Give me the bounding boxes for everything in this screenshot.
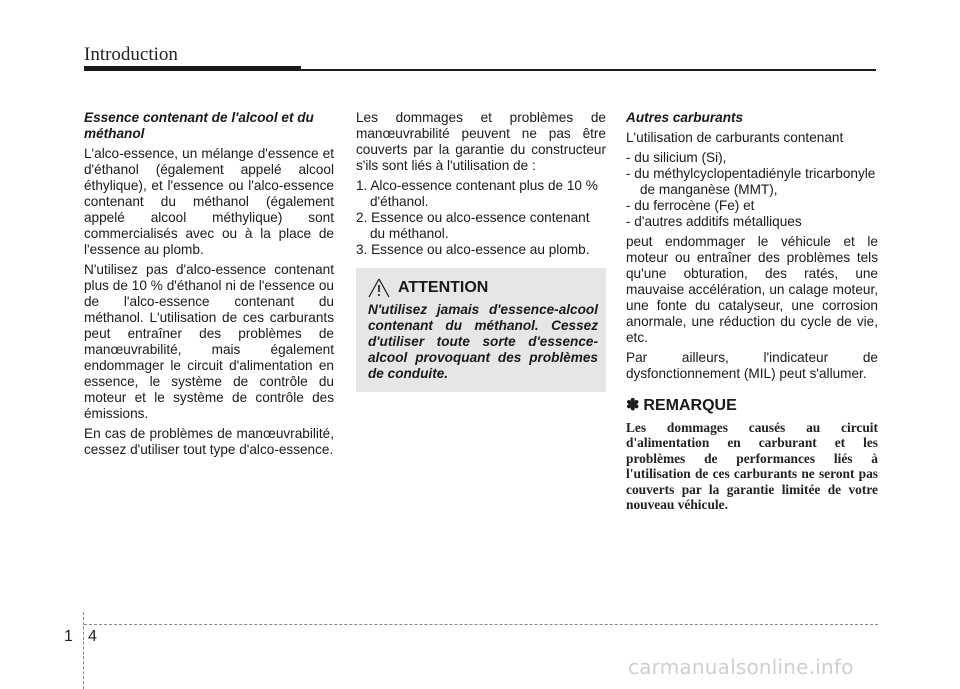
- additive-list: [626, 150, 878, 230]
- asterisk-icon: ✽: [626, 397, 640, 414]
- column-3: [626, 110, 878, 512]
- attention-text: N'utilisez jamais d'essence-alcool contenant du méthanol. Cessez d'utiliser toute sorte d'essence-alcool provoquant des problèmes de conduite.: [368, 302, 598, 381]
- paragraph: Les dommages et problèmes de manœuvrabilité peuvent ne pas être couverts par la garantie du constructeur s'ils sont liés à l'utilisation de :: [356, 110, 606, 173]
- remarque-label: REMARQUE: [643, 397, 737, 414]
- column-1: [84, 110, 334, 462]
- list-item: 3. Essence ou alco-essence au plomb.: [356, 242, 590, 257]
- attention-label: ATTENTION: [398, 279, 489, 296]
- paragraph: N'utilisez pas d'alco-essence contenant plus de 10 % d'éthanol ni de l'essence ou de l'alco-essence contenant du méthanol. L'utilisation de ces carburants peut entraîner des problèmes de manœuvrabilité, mais également endommager le circuit d'alimentation en essence, le système de contrôle du moteur et le système de contrôle des émissions.: [84, 262, 334, 421]
- warning-triangle-icon: [368, 278, 390, 298]
- paragraph: En cas de problèmes de manœuvrabilité, cessez d'utiliser tout type d'alco-essence.: [84, 426, 334, 457]
- chapter-number: 1: [64, 628, 73, 645]
- header-rule-thick: [84, 66, 301, 71]
- section-heading-other-fuels: Autres carburants: [626, 110, 744, 125]
- paragraph: L'utilisation de carburants contenant: [626, 130, 844, 145]
- footer-horizontal-rule: [84, 624, 878, 625]
- list-item: - du méthylcyclopentadiényle tricarbonyle de manganèse (MMT),: [626, 166, 876, 197]
- paragraph: peut endommager le véhicule et le moteur ou entraîner des problèmes tels qu'une obturation, des ratés, une mauvaise accélération, un calage moteur, une fonte du catalyseur, une corrosion anormale, une réduction du cycle de vie, etc.: [626, 234, 878, 345]
- list-item: - du ferrocène (Fe) et: [626, 198, 755, 213]
- warranty-exclusion-list: [356, 178, 606, 258]
- paragraph: Par ailleurs, l'indicateur de dysfonctionnement (MIL) peut s'allumer.: [626, 350, 878, 381]
- page-number: 4: [88, 628, 97, 645]
- column-2: [356, 110, 606, 392]
- header-title: Introduction: [84, 44, 178, 65]
- attention-header: [368, 278, 598, 298]
- paragraph: L'alco-essence, un mélange d'essence et d'éthanol (également appelé alcool éthylique), et l'essence ou l'alco-essence contenant du méthanol (également appelé alcool méthylique) sont commercialisés avec ou à la place de l'essence au plomb.: [84, 146, 334, 257]
- list-item: 1. Alco-essence contenant plus de 10 % d'éthanol.: [356, 178, 598, 209]
- section-heading-alcohol-fuel: Essence contenant de l'alcool et du méthanol: [84, 110, 314, 141]
- list-item: 2. Essence ou alco-essence contenant du méthanol.: [356, 210, 590, 241]
- remarque-text: Les dommages causés au circuit d'alimentation en carburant et les problèmes de performances liés à l'utilisation de ces carburants ne seront pas couverts par la garantie limitée de votre nouveau véhicule.: [626, 420, 878, 513]
- list-item: - du silicium (Si),: [626, 150, 727, 165]
- list-item: - d'autres additifs métalliques: [626, 214, 802, 229]
- watermark: carmanualsonline.info: [628, 655, 854, 679]
- header-rule-thin: [301, 69, 876, 71]
- remarque-header: [626, 398, 878, 414]
- attention-box: [356, 268, 606, 392]
